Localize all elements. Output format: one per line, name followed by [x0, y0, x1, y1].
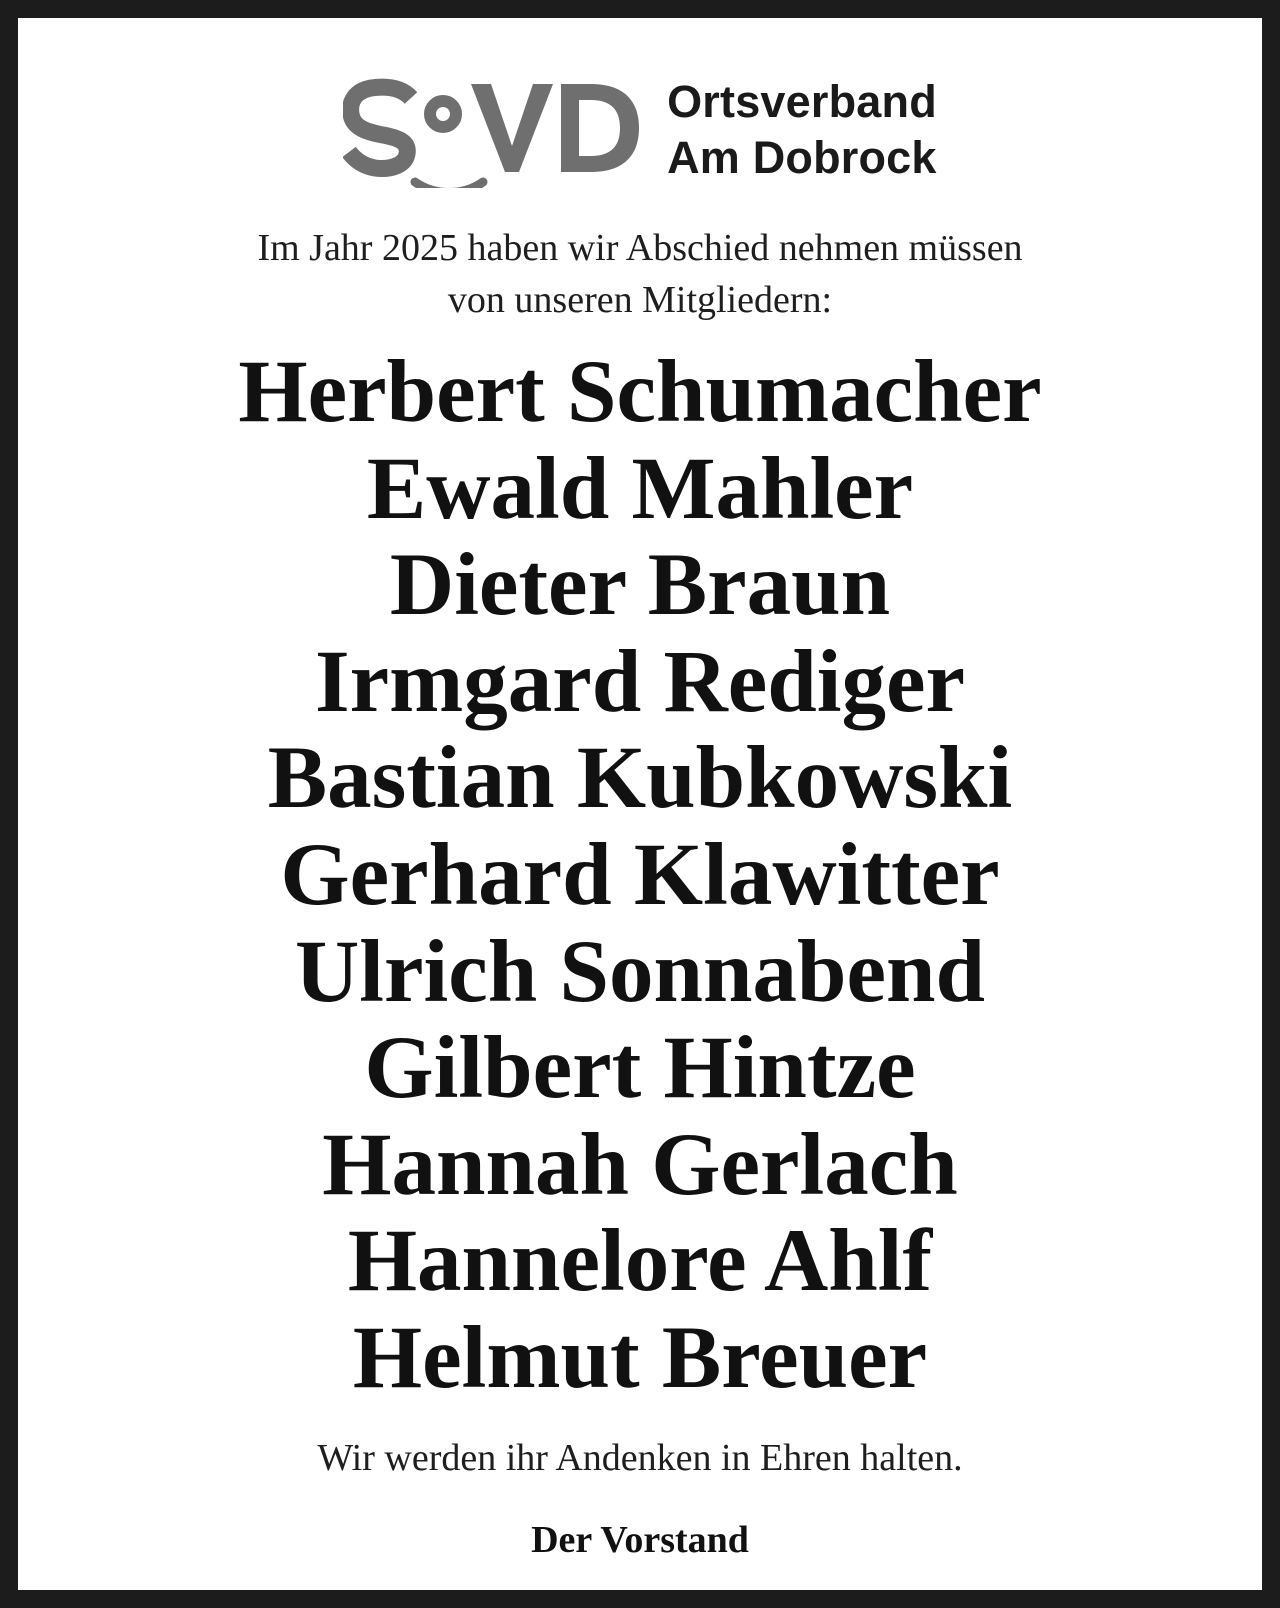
- member-name: Hannah Gerlach: [322, 1115, 958, 1214]
- organization-type: Ortsverband: [667, 76, 937, 127]
- intro-text: [18, 222, 1262, 326]
- organization-name: [667, 74, 937, 186]
- names-list: [18, 344, 1262, 1407]
- member-name: Helmut Breuer: [352, 1308, 928, 1407]
- sovd-logo: [343, 72, 645, 188]
- closing-text: Wir werden ihr Andenken in Ehren halten.: [317, 1437, 963, 1479]
- member-name: Dieter Braun: [389, 536, 891, 635]
- member-name: Hannelore Ahlf: [347, 1212, 933, 1311]
- intro-line-2: von unseren Mitgliedern:: [447, 279, 833, 321]
- member-name: Gerhard Klawitter: [280, 825, 1000, 924]
- organization-location: Am Dobrock: [667, 132, 937, 183]
- header: [18, 70, 1262, 190]
- member-name: Ulrich Sonnabend: [295, 922, 985, 1021]
- member-name: Herbert Schumacher: [238, 343, 1042, 441]
- member-name: Irmgard Rediger: [314, 632, 966, 731]
- intro-line-1: Im Jahr 2025 haben wir Abschied nehmen müssen: [257, 227, 1023, 269]
- member-name: Gilbert Hintze: [364, 1019, 916, 1118]
- member-name: Ewald Mahler: [366, 439, 914, 538]
- signature: Der Vorstand: [531, 1519, 749, 1561]
- member-name: Bastian Kubkowski: [267, 729, 1013, 828]
